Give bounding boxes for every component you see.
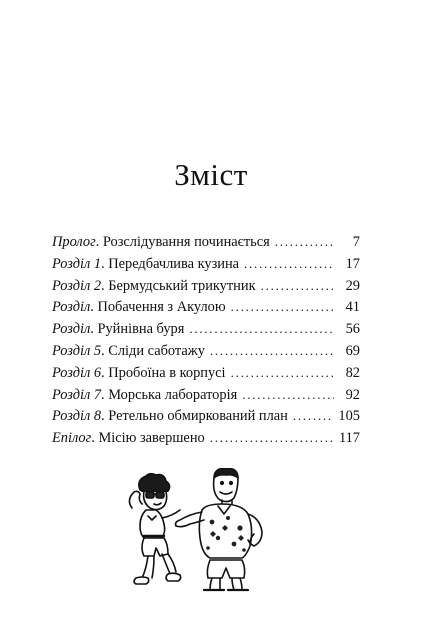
boy-figure xyxy=(129,474,180,584)
dot-leader xyxy=(231,296,334,318)
toc-entry-title: Розслідування починається xyxy=(102,234,270,250)
toc-entry-kind: Розділ 6 xyxy=(52,364,102,381)
toc-entry-title: Побачення з Акулою xyxy=(97,299,226,316)
toc-entry-page: 92 xyxy=(345,386,360,403)
toc-entry-title: Морська лабораторія xyxy=(108,386,238,403)
toc-entry-page: 7 xyxy=(352,234,360,250)
toc-entry-title: Місію завершено xyxy=(98,430,205,447)
toc-entry-page: 17 xyxy=(345,255,360,272)
toc-entry-kind: Розділ xyxy=(52,321,91,338)
toc-entry-kind: Розділ xyxy=(52,299,91,316)
toc-entry-separator: . xyxy=(95,234,103,250)
toc-entry-separator: . xyxy=(91,430,99,447)
toc-entry-page: 29 xyxy=(345,277,360,294)
toc-entry-label xyxy=(52,232,270,254)
toc-entry-separator: . xyxy=(90,299,98,316)
toc-entry-page: 105 xyxy=(338,408,360,425)
toc-entry-label xyxy=(52,341,205,363)
dot-leader xyxy=(244,253,334,275)
dot-leader xyxy=(261,275,334,297)
toc-entry-title: Сліди саботажу xyxy=(108,342,205,359)
toc-entry-separator: . xyxy=(101,386,109,403)
toc-entry-separator: . xyxy=(101,255,109,272)
man-figure xyxy=(176,468,263,590)
toc-entry xyxy=(52,275,360,297)
toc-entry-title: Руйнівна буря xyxy=(97,321,185,338)
toc-entry-label xyxy=(52,406,288,428)
toc-entry-page: 69 xyxy=(345,342,360,359)
toc-entry xyxy=(52,405,360,427)
toc-entry-label xyxy=(52,319,184,341)
toc-entry-title: Передбачлива кузина xyxy=(108,255,240,272)
toc-entry-label xyxy=(52,276,256,298)
toc-entry xyxy=(52,427,360,449)
toc-entry-kind: Розділ 8 xyxy=(52,408,102,425)
toc-entry xyxy=(52,340,360,362)
toc-entry-title: Бермудський трикутник xyxy=(108,277,256,294)
dot-leader xyxy=(210,340,334,362)
toc-entry xyxy=(52,296,360,318)
toc-entry-kind: Розділ 5 xyxy=(52,342,102,359)
toc-entry-separator: . xyxy=(101,277,109,294)
toc-entry-title: Ретельно обмиркований план xyxy=(108,408,288,425)
dot-leader xyxy=(210,427,333,449)
toc-entry-label xyxy=(52,428,205,450)
toc-entry-separator: . xyxy=(90,321,98,338)
toc-entry-page: 117 xyxy=(338,430,360,447)
toc-entry-kind: Розділ 1 xyxy=(52,255,102,272)
toc-entry xyxy=(52,384,360,406)
toc-entry xyxy=(52,231,360,253)
toc-entry-separator: . xyxy=(101,408,109,425)
toc-entry-page: 56 xyxy=(345,321,360,338)
two-cartoon-characters-icon xyxy=(110,468,286,594)
toc-entry-kind: Пролог xyxy=(52,234,96,250)
dot-leader xyxy=(242,384,334,406)
toc-entry-label xyxy=(52,297,226,319)
toc-entry xyxy=(52,253,360,275)
toc-entry-separator: . xyxy=(101,342,109,359)
toc-entry-kind: Розділ 2 xyxy=(52,277,102,294)
toc-entry-separator: . xyxy=(101,364,109,381)
page-title: Зміст xyxy=(174,157,248,192)
table-of-contents xyxy=(52,231,360,449)
toc-entry-kind: Епілог xyxy=(52,430,92,447)
dot-leader xyxy=(231,362,334,384)
toc-entry-label xyxy=(52,385,237,407)
dot-leader xyxy=(189,318,334,340)
dot-leader xyxy=(293,405,333,427)
toc-entry-kind: Розділ 7 xyxy=(52,386,102,403)
toc-entry-page: 82 xyxy=(345,364,360,381)
toc-entry-label xyxy=(52,363,226,385)
toc-entry-label xyxy=(52,254,239,276)
toc-entry xyxy=(52,318,360,340)
toc-entry-page: 41 xyxy=(345,299,360,316)
dot-leader xyxy=(275,231,334,253)
toc-entry xyxy=(52,362,360,384)
toc-entry-title: Пробоїна в корпусі xyxy=(108,364,226,381)
